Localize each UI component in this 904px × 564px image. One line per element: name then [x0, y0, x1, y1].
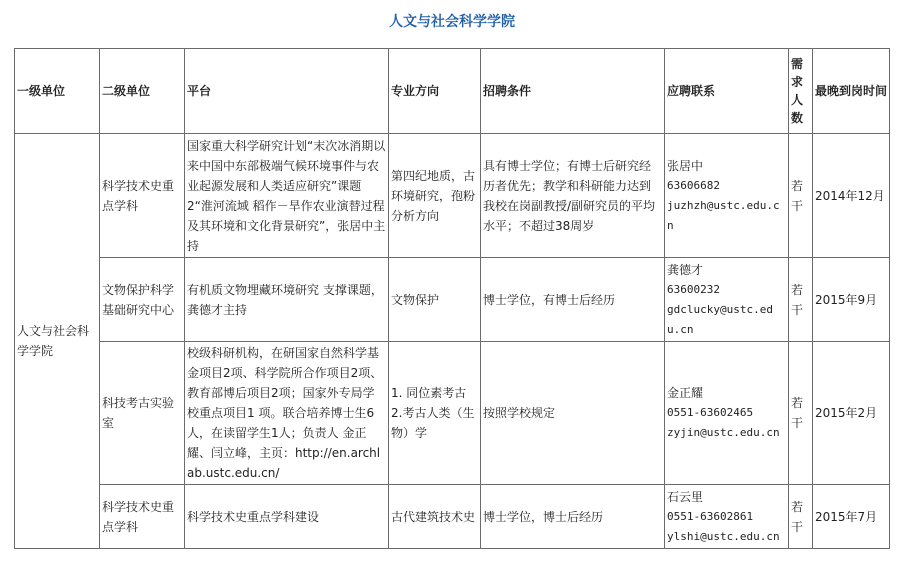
header-contact: 应聘联系	[665, 49, 789, 134]
requirements-cell: 按照学校规定	[481, 342, 665, 485]
count-cell: 若干	[789, 485, 813, 549]
header-level2: 二级单位	[100, 49, 185, 134]
major-cell: 1. 同位素考古 2.考古人类（生物）学	[389, 342, 481, 485]
table-header-row	[15, 49, 890, 134]
header-count: 需求人数	[789, 49, 813, 134]
deadline-cell: 2015年9月	[813, 258, 890, 342]
contact-email: ylshi@ustc.edu.cn	[667, 529, 780, 543]
level2-cell: 文物保护科学基础研究中心	[100, 258, 185, 342]
header-level1: 一级单位	[15, 49, 100, 134]
deadline-cell: 2015年2月	[813, 342, 890, 485]
contact-email: juzhzh@ustc.edu.cn	[667, 198, 780, 232]
platform-cell: 国家重大科学研究计划“末次冰消期以来中国中东部极端气候环境事件与农业起源发展和人类适应研究”课题2“淮河流域 稻作－旱作农业演替过程及其环境和文化背景研究”，张居中主持	[185, 134, 389, 258]
contact-email: zyjin@ustc.edu.cn	[667, 426, 780, 439]
level2-cell: 科学技术史重点学科	[100, 134, 185, 258]
contact-cell	[665, 258, 789, 342]
level2-cell: 科技考古实验室	[100, 342, 185, 485]
header-deadline: 最晚到岗时间	[813, 49, 890, 134]
table-row	[15, 485, 890, 549]
level1-unit-cell: 人文与社会科学学院	[15, 134, 100, 549]
count-cell: 若干	[789, 342, 813, 485]
contact-name: 张居中	[667, 158, 704, 173]
count-cell: 若干	[789, 258, 813, 342]
major-cell: 古代建筑技术史	[389, 485, 481, 549]
header-requirements: 招聘条件	[481, 49, 665, 134]
requirements-cell: 具有博士学位；有博士后研究经历者优先；教学和科研能力达到我校在岗副教授/副研究员的平均水平；不超过38周岁	[481, 134, 665, 258]
contact-name: 金正耀	[667, 386, 704, 400]
recruitment-table	[14, 48, 890, 549]
deadline-cell: 2014年12月	[813, 134, 890, 258]
contact-phone: 0551-63602861	[667, 509, 754, 523]
major-cell: 文物保护	[389, 258, 481, 342]
contact-name: 石云里	[667, 489, 704, 504]
page-title: 人文与社会科学学院	[389, 14, 515, 30]
contact-name: 龚德才	[667, 262, 704, 277]
table-row	[15, 342, 890, 485]
contact-phone: 0551-63602465	[667, 406, 754, 419]
table-row	[15, 134, 890, 258]
requirements-cell: 博士学位，博士后经历	[481, 485, 665, 549]
contact-email: gdclucky@ustc.edu.cn	[667, 302, 773, 336]
contact-phone: 63600232	[667, 282, 720, 296]
header-platform: 平台	[185, 49, 389, 134]
header-major: 专业方向	[389, 49, 481, 134]
deadline-cell: 2015年7月	[813, 485, 890, 549]
contact-cell	[665, 134, 789, 258]
level2-cell: 科学技术史重点学科	[100, 485, 185, 549]
requirements-cell: 博士学位，有博士后经历	[481, 258, 665, 342]
platform-cell: 校级科研机构，在研国家自然科学基金项目2项、科学院所合作项目2项、教育部博后项目2项；国家外专局学校重点项目1 项。联合培养博士生6人，在读留学生1人；负责人 金正耀、闫立峰，主页：http://en.archlab.ustc.edu.cn/	[185, 342, 389, 485]
table-row	[15, 258, 890, 342]
count-cell: 若干	[789, 134, 813, 258]
platform-cell: 有机质文物埋藏环境研究 支撑课题，龚德才主持	[185, 258, 389, 342]
contact-cell	[665, 342, 789, 485]
major-cell: 第四纪地质，古环境研究，孢粉分析方向	[389, 134, 481, 258]
contact-phone: 63606682	[667, 178, 720, 192]
contact-cell	[665, 485, 789, 549]
platform-cell: 科学技术史重点学科建设	[185, 485, 389, 549]
